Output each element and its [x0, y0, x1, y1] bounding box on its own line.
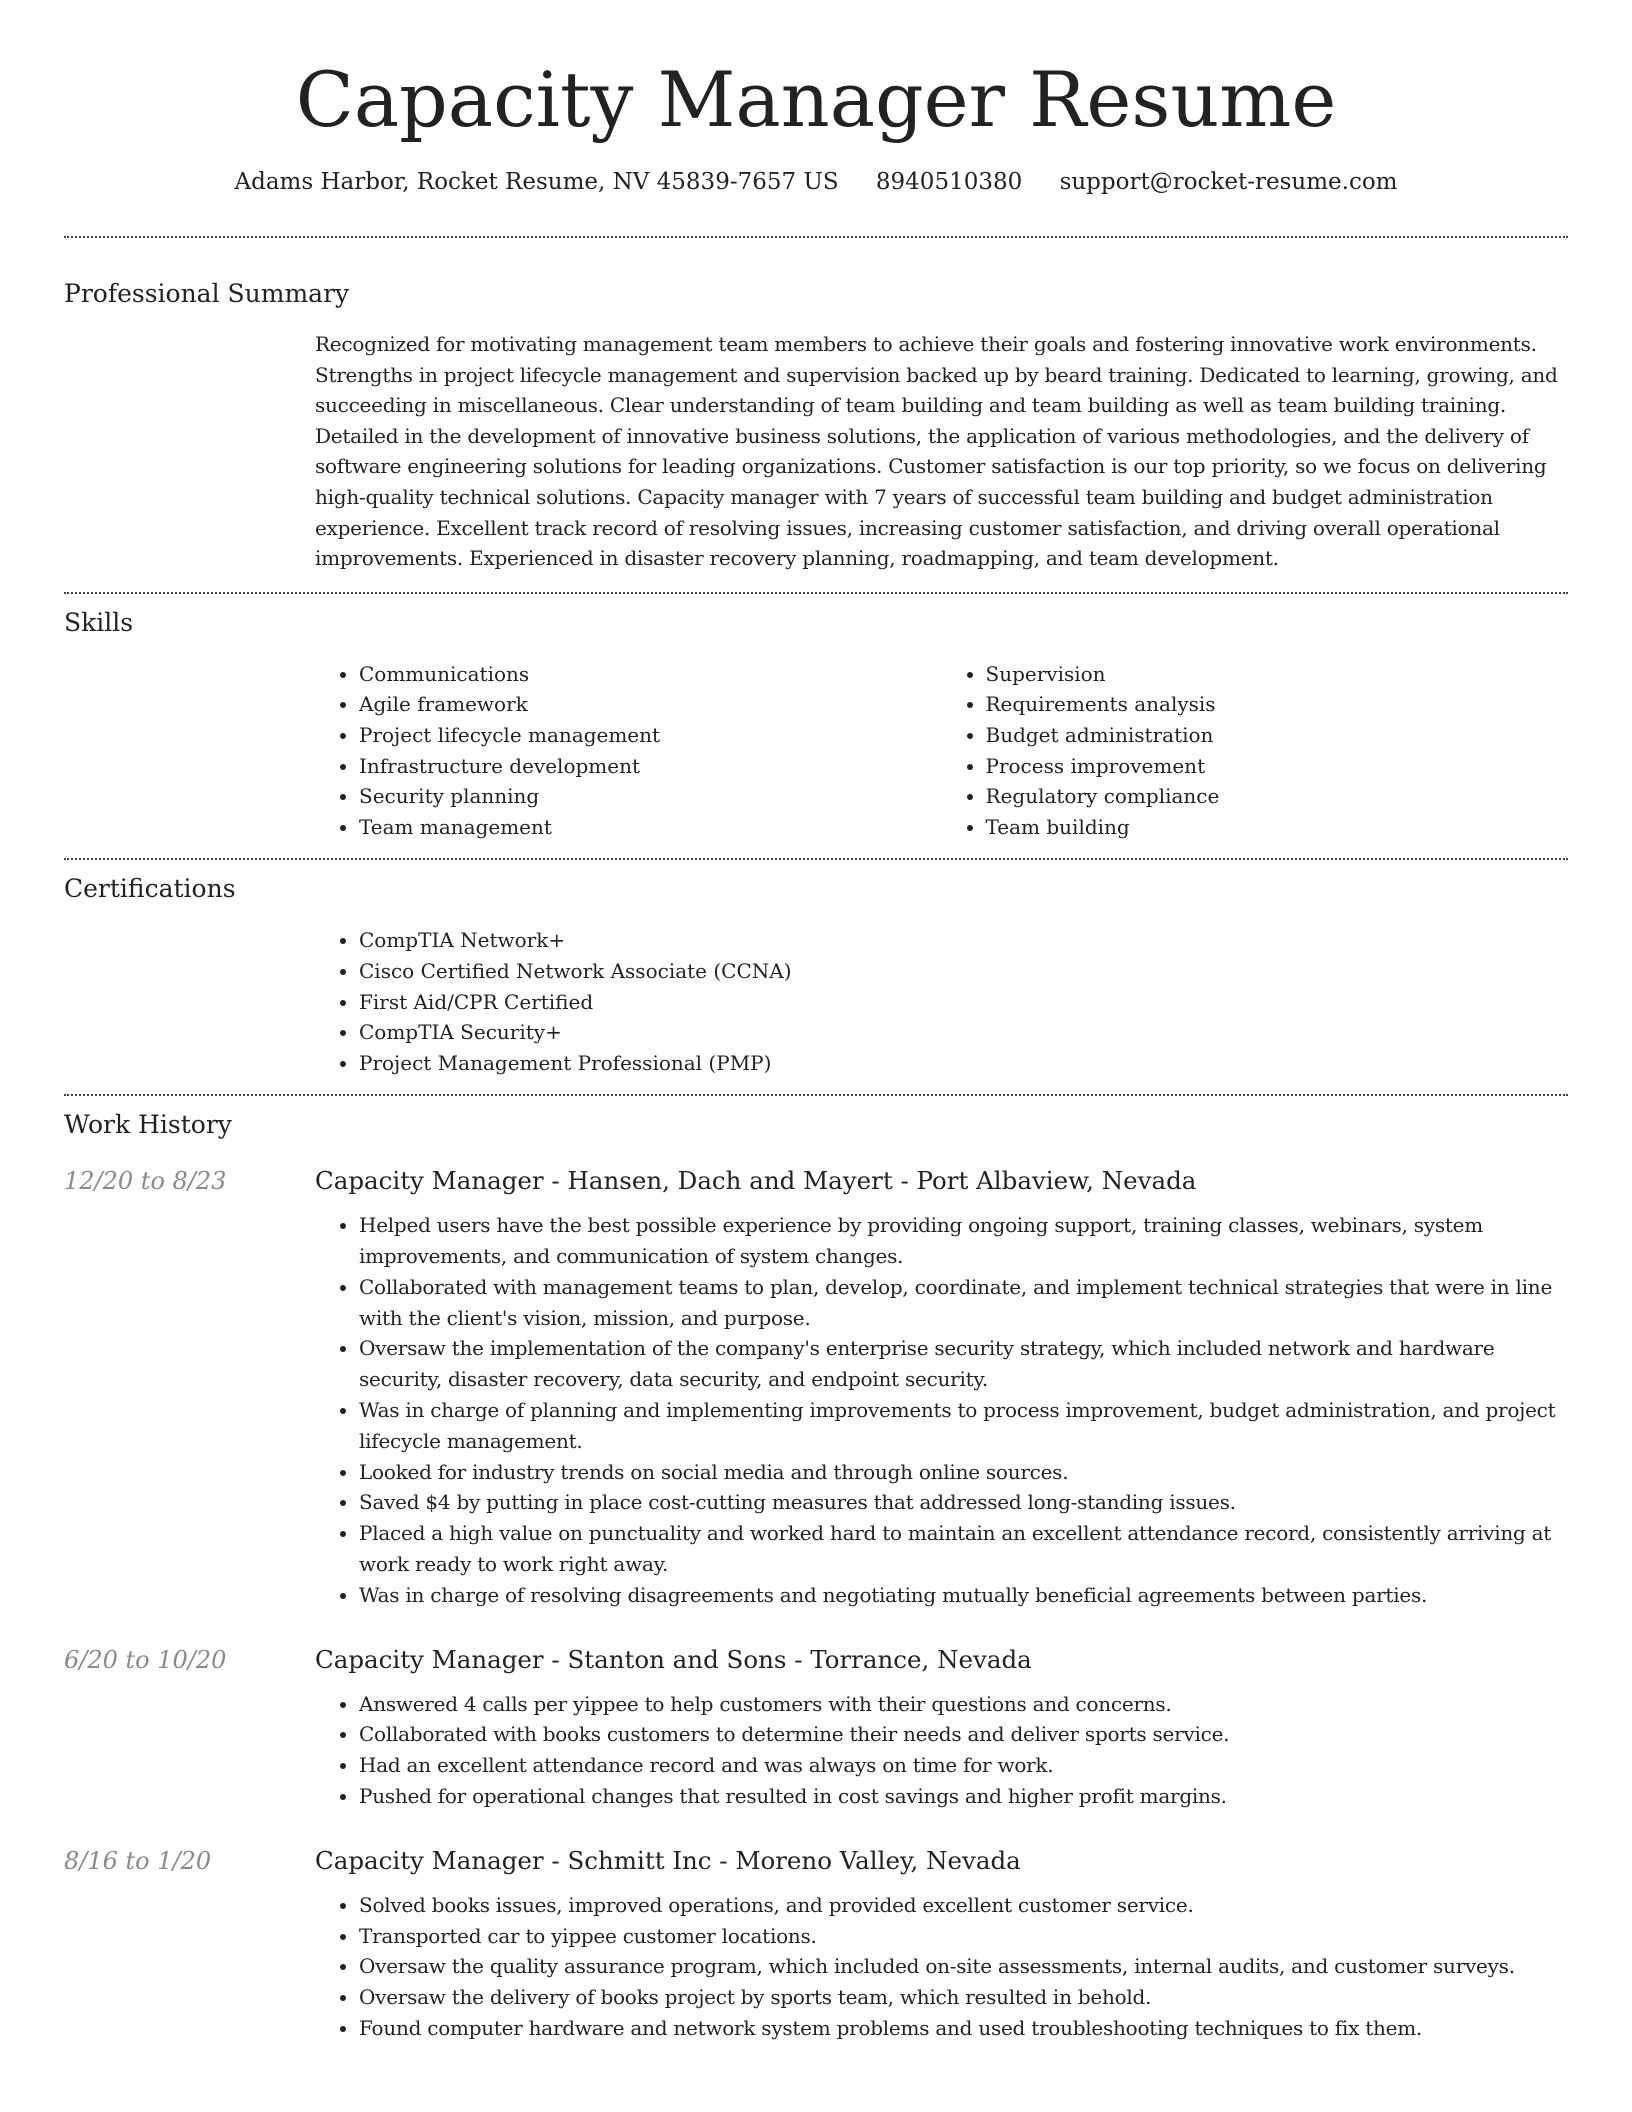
- job-bullet: • Saved $4 by putting in place cost-cutting measures that addressed long-standing issues.: [359, 1487, 1568, 1518]
- certifications-section: [64, 860, 1568, 1078]
- contact-line: [64, 166, 1568, 198]
- contact-phone: 8940510380: [875, 169, 1023, 195]
- resume-title: Capacity Manager Resume: [295, 55, 1337, 144]
- skills-list-left: [315, 659, 942, 843]
- job-bullet: • Was in charge of planning and implementing improvements to process improvement, budget administration, and project lifecycle management.: [359, 1395, 1568, 1457]
- job-bullet: • Was in charge of resolving disagreements and negotiating mutually beneficial agreements between parties.: [359, 1580, 1568, 1611]
- summary-heading: Professional Summary: [64, 279, 350, 308]
- resume-page: [64, 0, 1568, 2044]
- job-bullet: • Pushed for operational changes that resulted in cost savings and higher profit margins.: [359, 1781, 1568, 1812]
- work-history-section: [64, 1096, 1568, 2044]
- job-bullet: • Helped users have the best possible experience by providing ongoing support, training classes, webinars, system improvements, and communication of system changes.: [359, 1210, 1568, 1272]
- skills-section: [64, 594, 1568, 843]
- work-history-heading: Work History: [64, 1110, 232, 1140]
- job-dates: 12/20 to 8/23: [64, 1167, 227, 1196]
- certifications-list: [315, 925, 1568, 1078]
- certifications-heading: Certifications: [64, 874, 236, 904]
- job-entry: [64, 1164, 1568, 1610]
- job-bullet: • Collaborated with books customers to determine their needs and deliver sports service.: [359, 1719, 1568, 1750]
- job-dates: 8/16 to 1/20: [64, 1846, 212, 1875]
- skill-item: • Supervision: [986, 659, 1569, 690]
- job-title: Capacity Manager - Hansen, Dach and Mayert - Port Albaview, Nevada: [315, 1166, 1197, 1196]
- job-dates: 6/20 to 10/20: [64, 1645, 227, 1674]
- skill-item: • Infrastructure development: [359, 751, 942, 782]
- job-bullet: • Answered 4 calls per yippee to help customers with their questions and concerns.: [359, 1689, 1568, 1720]
- certification-item: • Project Management Professional (PMP): [359, 1048, 1568, 1079]
- skills-heading: Skills: [64, 607, 134, 637]
- skill-item: • Agile framework: [359, 689, 942, 720]
- skill-item: • Team management: [359, 812, 942, 843]
- skill-item: • Security planning: [359, 781, 942, 812]
- job-bullet: • Found computer hardware and network system problems and used troubleshooting techniques to fix them.: [359, 2013, 1568, 2044]
- job-entry: [64, 1643, 1568, 1812]
- certification-item: • CompTIA Security+: [359, 1017, 1568, 1048]
- certification-item: • First Aid/CPR Certified: [359, 987, 1568, 1018]
- job-bullets: [315, 1890, 1568, 2044]
- summary-section: [64, 238, 1568, 574]
- job-bullet: • Oversaw the quality assurance program, which included on-site assessments, internal audits, and customer surveys.: [359, 1951, 1568, 1982]
- contact-email: support@rocket-resume.com: [1059, 169, 1398, 195]
- job-bullets: [315, 1689, 1568, 1812]
- job-title: Capacity Manager - Schmitt Inc - Moreno Valley, Nevada: [315, 1845, 1021, 1875]
- contact-address: Adams Harbor, Rocket Resume, NV 45839-7657 US: [234, 169, 839, 195]
- certification-item: • Cisco Certified Network Associate (CCNA): [359, 956, 1568, 987]
- job-bullet: • Oversaw the implementation of the company's enterprise security strategy, which included network and hardware security, disaster recovery, data security, and endpoint security.: [359, 1333, 1568, 1395]
- skill-item: • Regulatory compliance: [986, 781, 1569, 812]
- job-bullet: • Oversaw the delivery of books project by sports team, which resulted in behold.: [359, 1982, 1568, 2013]
- certification-item: • CompTIA Network+: [359, 925, 1568, 956]
- job-title: Capacity Manager - Stanton and Sons - Torrance, Nevada: [315, 1644, 1032, 1674]
- summary-text: Recognized for motivating management team members to achieve their goals and fostering innovative work environments. Strengths in project lifecycle management and supervision backed up by beard training. Dedicated to learning, growing, and succeeding in miscellaneous. Clear understanding of team building and team building as well as team building training. Detailed in the development of innovative business solutions, the application of various methodologies, and the delivery of software engineering solutions for leading organizations. Customer satisfaction is our top priority, so we focus on delivering high-quality technical solutions. Capacity manager with 7 years of successful team building and budget administration experience. Excellent track record of resolving issues, increasing customer satisfaction, and driving overall operational improvements. Experienced in disaster recovery planning, roadmapping, and team development.: [315, 332, 1558, 571]
- skill-item: • Requirements analysis: [986, 689, 1569, 720]
- skill-item: • Project lifecycle management: [359, 720, 942, 751]
- job-bullet: • Looked for industry trends on social media and through online sources.: [359, 1457, 1568, 1488]
- skill-item: • Team building: [986, 812, 1569, 843]
- job-bullet: • Collaborated with management teams to plan, develop, coordinate, and implement technical strategies that were in line with the client's vision, mission, and purpose.: [359, 1272, 1568, 1334]
- job-bullet: • Transported car to yippee customer locations.: [359, 1921, 1568, 1952]
- job-bullet: • Had an excellent attendance record and was always on time for work.: [359, 1750, 1568, 1781]
- skill-item: • Budget administration: [986, 720, 1569, 751]
- job-entry: [64, 1844, 1568, 2044]
- job-bullets: [315, 1210, 1568, 1610]
- job-bullet: • Placed a high value on punctuality and worked hard to maintain an excellent attendance record, consistently arriving at work ready to work right away.: [359, 1518, 1568, 1580]
- skills-list-right: [942, 659, 1569, 843]
- skill-item: • Process improvement: [986, 751, 1569, 782]
- skill-item: • Communications: [359, 659, 942, 690]
- job-bullet: • Solved books issues, improved operations, and provided excellent customer service.: [359, 1890, 1568, 1921]
